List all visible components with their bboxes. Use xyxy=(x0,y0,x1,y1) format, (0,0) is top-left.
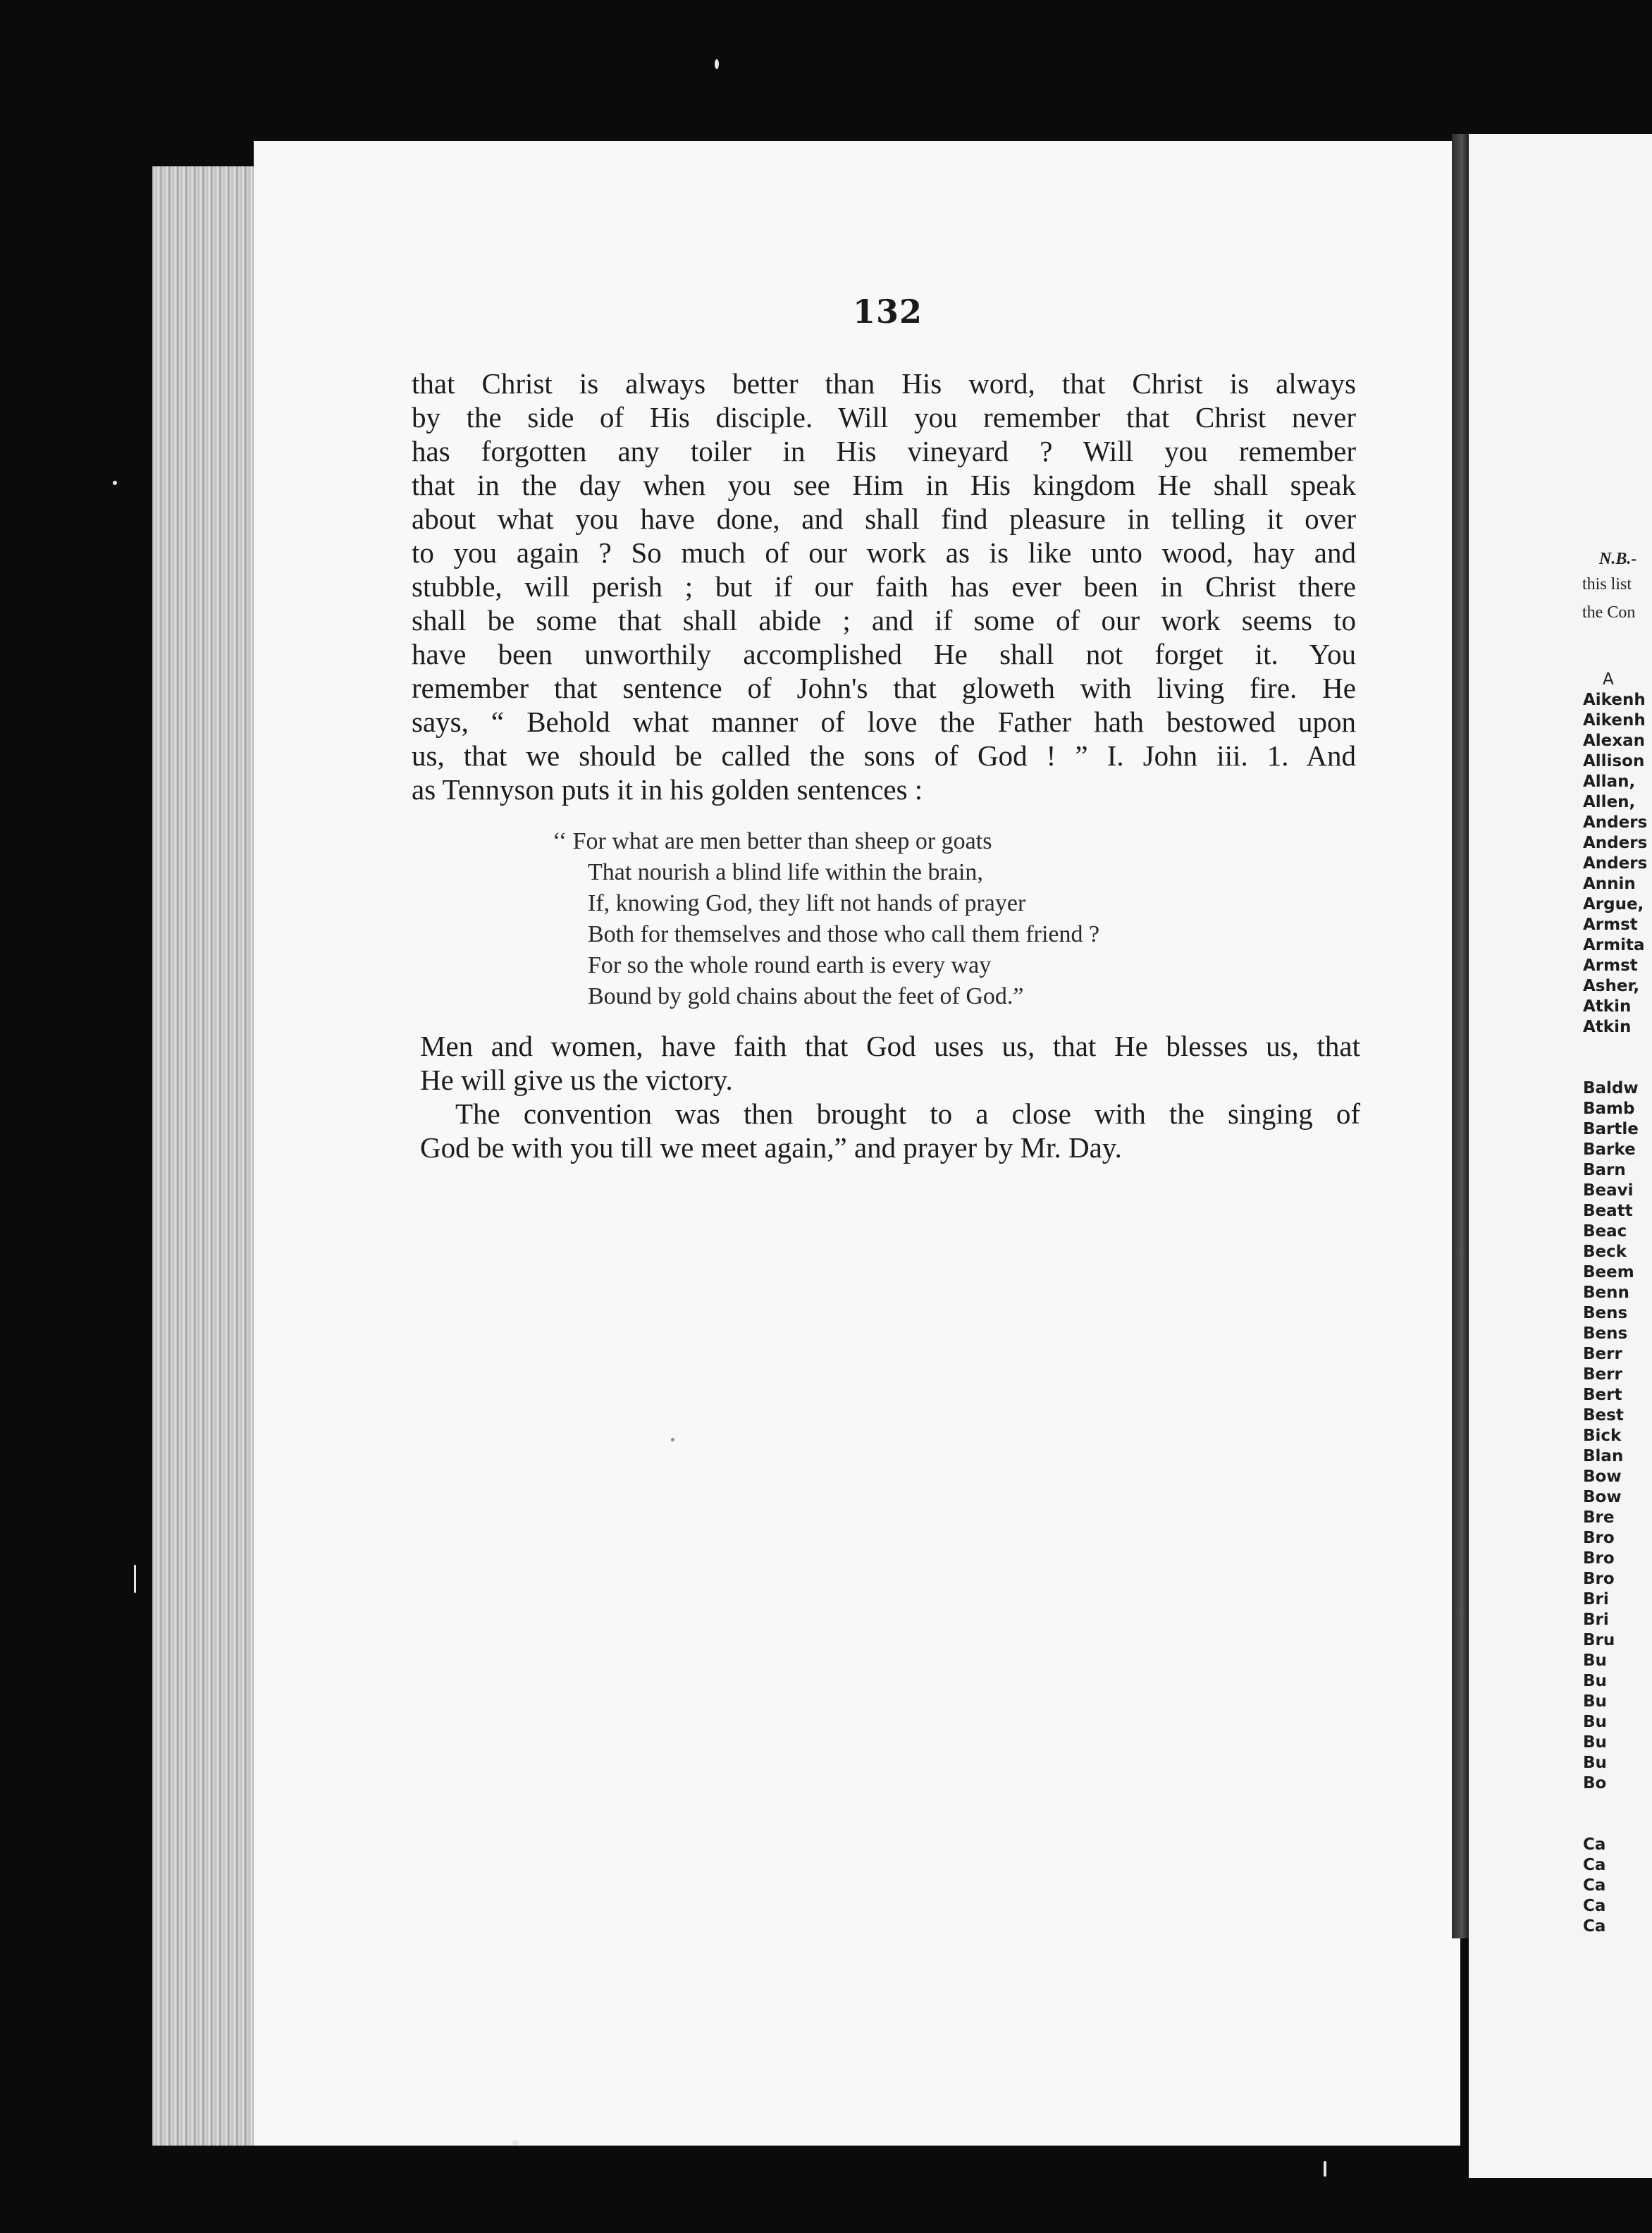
list-item: Bri xyxy=(1583,1590,1609,1608)
book-gutter xyxy=(1452,134,1469,1938)
tennyson-quotation xyxy=(553,826,1099,1012)
list-item: Anders xyxy=(1583,813,1648,832)
nb-heading: N.B.- xyxy=(1599,550,1637,568)
text-line: says, “ Behold what manner of love the Father hath bestowed upon xyxy=(412,706,1356,738)
dust-speck xyxy=(134,1565,136,1593)
list-item: Ca xyxy=(1583,1835,1606,1854)
list-item: Allison xyxy=(1583,752,1645,770)
list-item: Aikenh xyxy=(1583,691,1646,709)
dust-speck xyxy=(671,1438,674,1441)
dust-speck xyxy=(113,481,117,485)
list-item: Atkin xyxy=(1583,997,1632,1016)
text-line: Men and women, have faith that God uses us, that He blesses us, that xyxy=(420,1030,1360,1062)
list-item: Bri xyxy=(1583,1611,1609,1629)
nb-line: this list xyxy=(1582,575,1632,593)
list-item: Blan xyxy=(1583,1447,1624,1465)
list-item: Beac xyxy=(1583,1222,1627,1241)
list-item: Bro xyxy=(1583,1549,1615,1568)
list-item: Allen, xyxy=(1583,793,1636,811)
list-item: Bens xyxy=(1583,1304,1628,1322)
list-item: Bu xyxy=(1583,1713,1607,1731)
list-item: Beem xyxy=(1583,1263,1634,1281)
list-item: Barn xyxy=(1583,1161,1626,1179)
list-item: Bow xyxy=(1583,1468,1622,1486)
list-item: Bre xyxy=(1583,1508,1615,1527)
poem-line: For so the whole round earth is every way xyxy=(588,952,992,978)
list-item: Ca xyxy=(1583,1917,1606,1936)
text-line: The convention was then brought to a close with the singing of xyxy=(455,1097,1360,1130)
list-item: Bu xyxy=(1583,1733,1607,1752)
list-item: Bert xyxy=(1583,1386,1622,1404)
poem-line: If, knowing God, they lift not hands of prayer xyxy=(588,890,1026,916)
list-item: Bro xyxy=(1583,1529,1615,1547)
list-item: Barke xyxy=(1583,1140,1636,1159)
list-item: Bamb xyxy=(1583,1100,1635,1118)
list-item: Bro xyxy=(1583,1570,1615,1588)
list-item: Armita xyxy=(1583,936,1645,954)
page-edges xyxy=(152,166,258,2146)
text-line: has forgotten any toiler in His vineyard ? Will you remember xyxy=(412,435,1356,467)
body-paragraph xyxy=(412,367,1356,806)
nb-note xyxy=(1582,548,1652,623)
list-gap xyxy=(1583,1794,1647,1835)
list-item: Bru xyxy=(1583,1631,1615,1649)
list-item: Best xyxy=(1583,1406,1624,1425)
text-line: have been unworthily accomplished He shall not forget it. You xyxy=(412,638,1356,670)
text-line: God be with you till we meet again,” and prayer by Mr. Day. xyxy=(420,1131,1122,1164)
list-item: Baldw xyxy=(1583,1079,1639,1097)
list-item: Allan, xyxy=(1583,773,1636,791)
list-item: Beck xyxy=(1583,1243,1627,1261)
text-line: us, that we should be called the sons of God ! ” I. John iii. 1. And xyxy=(412,739,1356,772)
list-item: Annin xyxy=(1583,875,1636,893)
poem-line: Both for themselves and those who call them friend ? xyxy=(588,921,1100,947)
closing-paragraphs xyxy=(420,1029,1360,1164)
poem-line: ‘‘ For what are men better than sheep or goats xyxy=(553,828,992,854)
text-line: He will give us the victory. xyxy=(420,1064,733,1096)
list-item: Benn xyxy=(1583,1284,1629,1302)
text-line: by the side of His disciple. Will you remember that Christ never xyxy=(412,401,1356,433)
page-number: 132 xyxy=(853,293,923,331)
list-gap xyxy=(1583,1038,1647,1078)
list-item: Bu xyxy=(1583,1754,1607,1772)
list-item: Anders xyxy=(1583,834,1648,852)
list-item: Beavi xyxy=(1583,1181,1634,1200)
dust-speck xyxy=(512,2140,519,2146)
text-line: as Tennyson puts it in his golden sentences : xyxy=(412,773,923,806)
list-item: Bow xyxy=(1583,1488,1622,1506)
poem-line: That nourish a blind life within the brain, xyxy=(588,859,983,885)
list-item: Beatt xyxy=(1583,1202,1633,1220)
list-item: Aikenh xyxy=(1583,711,1646,730)
list-item: Ca xyxy=(1583,1856,1606,1874)
list-item: Bu xyxy=(1583,1651,1607,1670)
text-line: stubble, will perish ; but if our faith has ever been in Christ there xyxy=(412,570,1356,603)
text-line: about what you have done, and shall find pleasure in telling it over xyxy=(412,503,1356,535)
text-line: remember that sentence of John's that gloweth with living fire. He xyxy=(412,672,1356,704)
list-item: Bo xyxy=(1583,1774,1607,1792)
list-item: Asher, xyxy=(1583,977,1640,995)
list-item: Anders xyxy=(1583,854,1648,873)
text-line: that Christ is always better than His word, that Christ is always xyxy=(412,367,1356,400)
text-line: that in the day when you see Him in His kingdom He shall speak xyxy=(412,469,1356,501)
list-item: Bartle xyxy=(1583,1120,1639,1138)
dust-speck xyxy=(1324,2161,1326,2177)
list-item: Bick xyxy=(1583,1427,1622,1445)
list-item: Argue, xyxy=(1583,895,1644,914)
nb-line: the Con xyxy=(1582,603,1636,622)
list-item: Berr xyxy=(1583,1365,1622,1384)
text-line: shall be some that shall abide ; and if some of our work seems to xyxy=(412,604,1356,636)
list-item: Berr xyxy=(1583,1345,1622,1363)
list-item: Atkin xyxy=(1583,1018,1632,1036)
list-item: Armst xyxy=(1583,916,1638,934)
list-item: Ca xyxy=(1583,1876,1606,1895)
text-line: to you again ? So much of our work as is like unto wood, hay and xyxy=(412,536,1356,569)
list-item: Bu xyxy=(1583,1672,1607,1690)
list-item: Armst xyxy=(1583,956,1638,975)
list-item: Ca xyxy=(1583,1897,1606,1915)
delegate-name-list xyxy=(1583,670,1647,1937)
list-item: Alexan xyxy=(1583,732,1646,750)
poem-line: Bound by gold chains about the feet of God.” xyxy=(588,983,1024,1009)
dust-speck xyxy=(715,59,719,69)
list-item: Bu xyxy=(1583,1692,1607,1711)
list-letter-heading: A xyxy=(1603,670,1614,689)
list-item: Bens xyxy=(1583,1324,1628,1343)
